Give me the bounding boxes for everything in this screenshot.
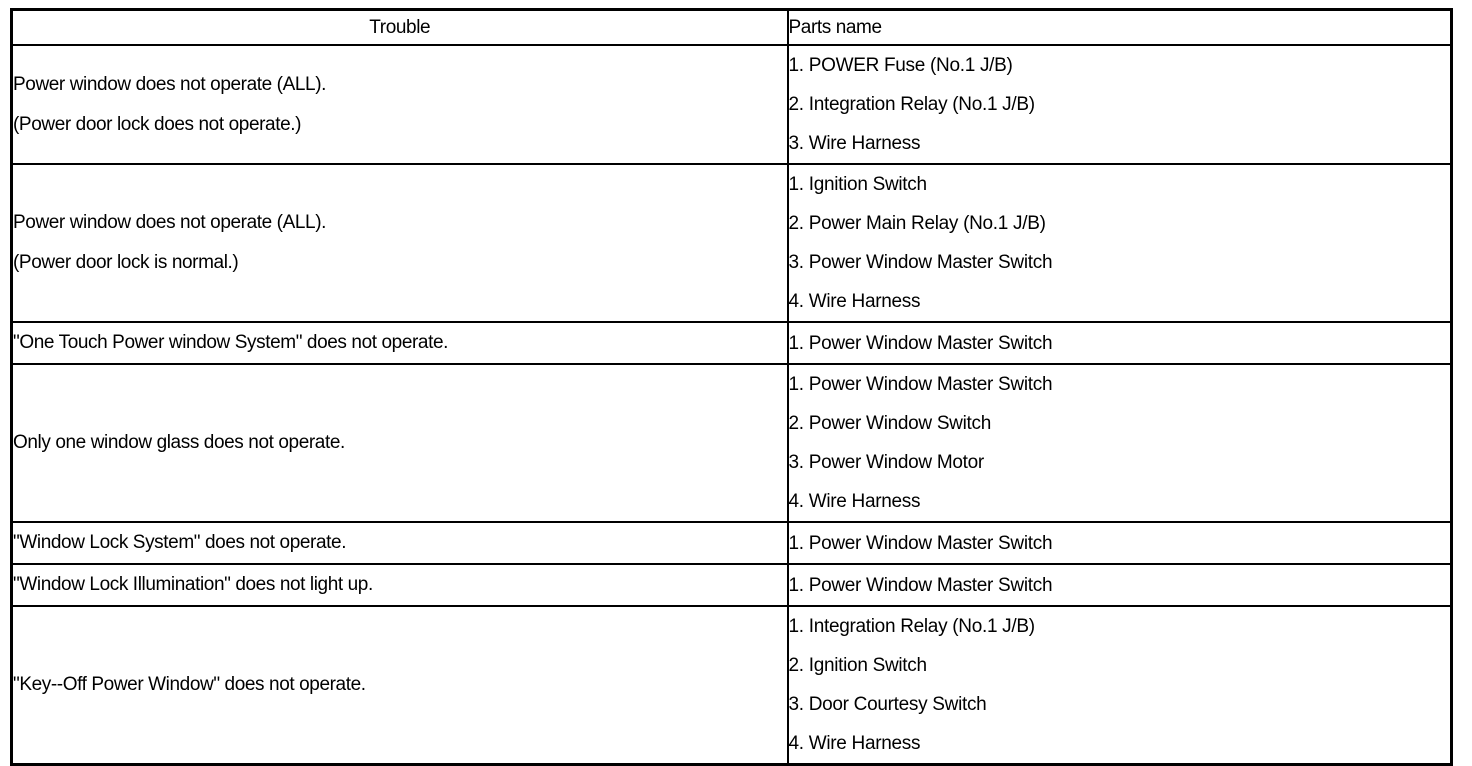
part-item: 1. Power Window Master Switch bbox=[788, 574, 1053, 596]
trouble-text: Only one window glass does not operate. bbox=[13, 432, 345, 453]
part-item: 3. Door Courtesy Switch bbox=[788, 694, 987, 715]
part-item: 1. POWER Fuse (No.1 J/B) bbox=[788, 55, 1013, 76]
trouble-text: "Window Lock Illumination" does not light up. bbox=[13, 574, 373, 595]
parts-cell bbox=[788, 322, 1452, 364]
trouble-text: "Key--Off Power Window" does not operate. bbox=[13, 674, 366, 695]
part-item: 4. Wire Harness bbox=[788, 491, 921, 512]
trouble-cell bbox=[12, 45, 788, 164]
header-trouble: Trouble bbox=[12, 10, 788, 46]
trouble-text: (Power door lock does not operate.) bbox=[13, 113, 302, 135]
part-item: 1. Power Window Master Switch bbox=[788, 532, 1053, 554]
part-item: 2. Integration Relay (No.1 J/B) bbox=[788, 94, 1035, 115]
header-row bbox=[12, 10, 1452, 46]
table-row bbox=[12, 45, 1452, 164]
header-parts-name: Parts name bbox=[788, 10, 1452, 46]
part-item: 1. Integration Relay (No.1 J/B) bbox=[788, 616, 1035, 637]
trouble-text: (Power door lock is normal.) bbox=[13, 252, 239, 273]
parts-cell bbox=[788, 45, 1452, 164]
parts-cell bbox=[788, 522, 1452, 564]
part-item: 4. Wire Harness bbox=[788, 291, 921, 312]
part-item: 3. Power Window Master Switch bbox=[788, 252, 1053, 273]
parts-cell bbox=[788, 364, 1452, 522]
trouble-cell bbox=[12, 364, 788, 522]
table-row bbox=[12, 164, 1452, 322]
trouble-cell bbox=[12, 164, 788, 322]
part-item: 1. Power Window Master Switch bbox=[788, 374, 1053, 395]
part-item: 2. Power Window Switch bbox=[788, 413, 991, 434]
table-row bbox=[12, 364, 1452, 522]
part-item: 1. Ignition Switch bbox=[788, 174, 927, 195]
part-item: 2. Ignition Switch bbox=[788, 655, 927, 676]
part-item: 1. Power Window Master Switch bbox=[788, 332, 1053, 354]
troubleshooting-table bbox=[10, 8, 1453, 766]
trouble-text: "One Touch Power window System" does not operate. bbox=[13, 332, 449, 353]
part-item: 3. Power Window Motor bbox=[788, 452, 984, 473]
parts-cell bbox=[788, 564, 1452, 606]
part-item: 4. Wire Harness bbox=[788, 733, 921, 754]
table-row bbox=[12, 564, 1452, 606]
parts-cell bbox=[788, 164, 1452, 322]
part-item: 3. Wire Harness bbox=[788, 133, 921, 154]
trouble-text: "Window Lock System" does not operate. bbox=[13, 532, 347, 553]
table-row bbox=[12, 322, 1452, 364]
trouble-cell bbox=[12, 606, 788, 765]
table-row bbox=[12, 606, 1452, 765]
parts-cell bbox=[788, 606, 1452, 765]
trouble-cell bbox=[12, 564, 788, 606]
trouble-text: Power window does not operate (ALL). bbox=[13, 212, 327, 233]
trouble-cell bbox=[12, 522, 788, 564]
table-row bbox=[12, 522, 1452, 564]
part-item: 2. Power Main Relay (No.1 J/B) bbox=[788, 213, 1046, 234]
trouble-text: Power window does not operate (ALL). bbox=[13, 73, 327, 95]
trouble-cell bbox=[12, 322, 788, 364]
table-body bbox=[12, 45, 1452, 765]
